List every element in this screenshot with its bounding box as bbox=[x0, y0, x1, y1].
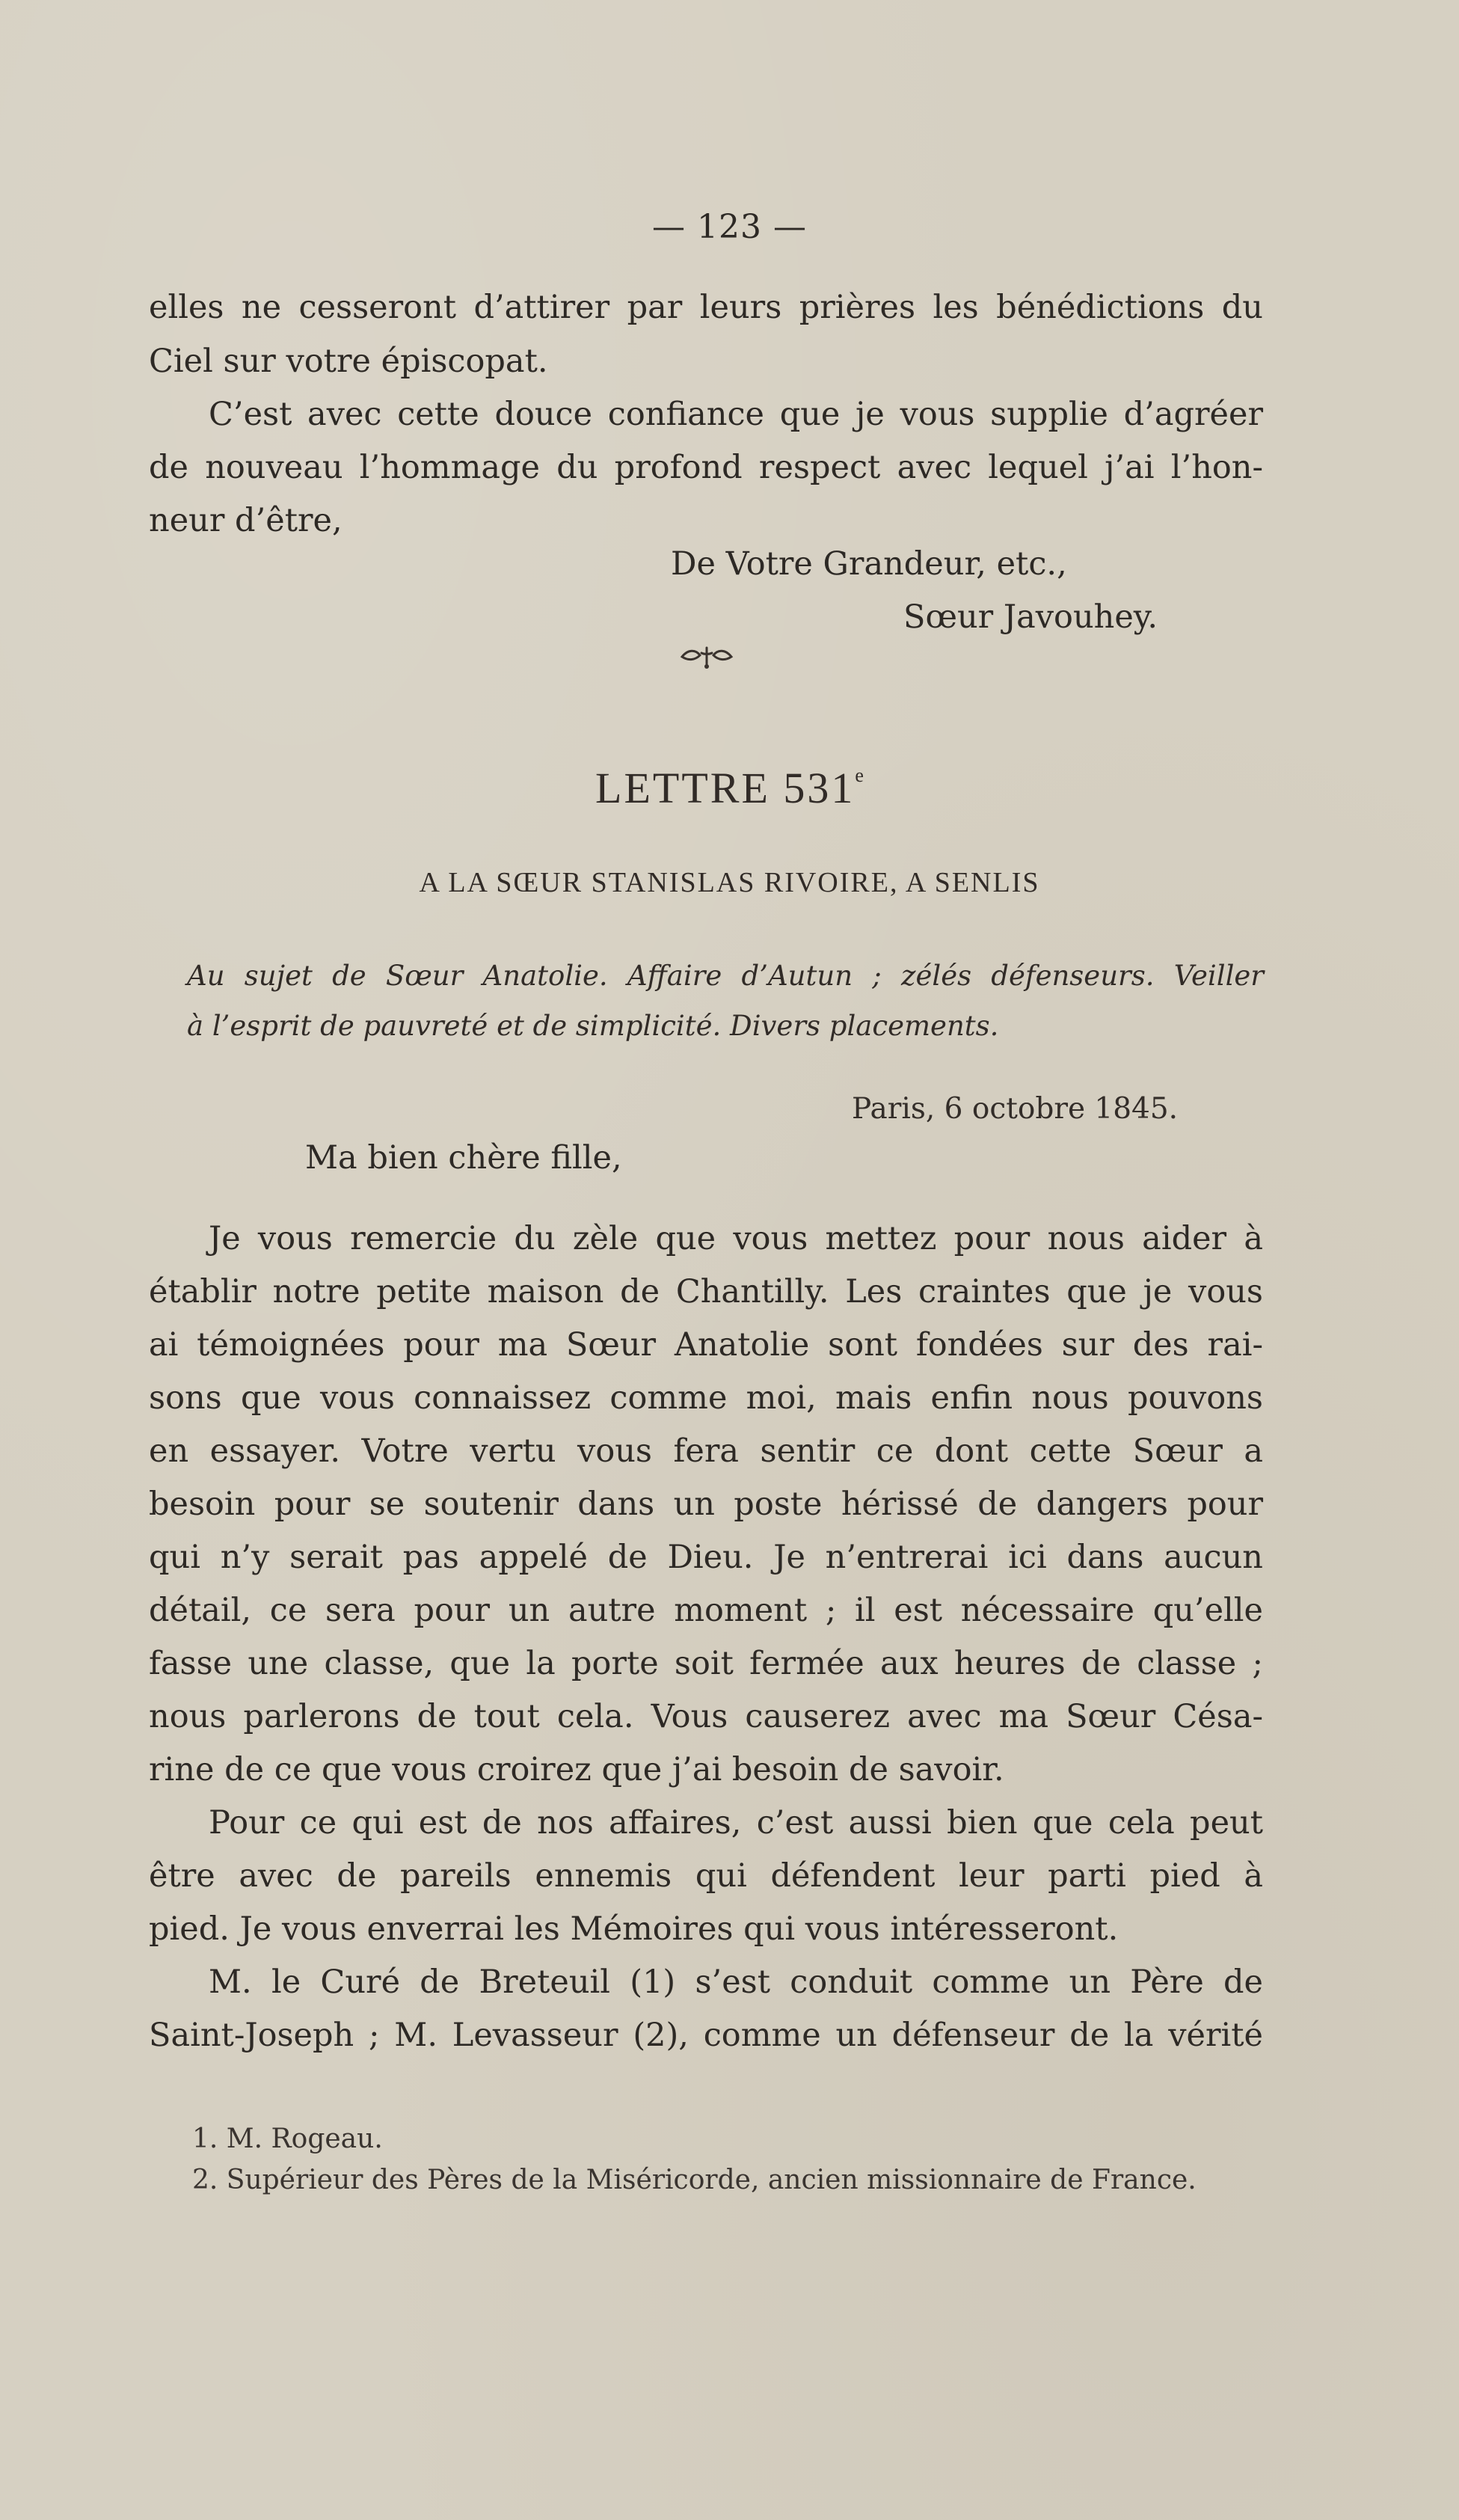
letter-salutation: Ma bien chère fille, bbox=[305, 1139, 622, 1177]
body-line: Pour ce qui est de nos affaires, c’est aussi bien que cela peut bbox=[209, 1804, 1263, 1842]
body-line: être avec de pareils ennemis qui défendent leur parti pied à bbox=[149, 1857, 1263, 1895]
letter-title-suffix: e bbox=[855, 764, 864, 786]
letter-title bbox=[0, 763, 1459, 813]
body-line: Je vous remercie du zèle que vous mettez pour nous aider à bbox=[209, 1220, 1263, 1257]
closing-paragraph-line: de nouveau l’hommage du profond respect avec lequel j’ai l’hon- bbox=[149, 449, 1263, 486]
body-line: besoin pour se soutenir dans un poste hérissé de dangers pour bbox=[149, 1486, 1263, 1523]
signoff-signature: Sœur Javouhey. bbox=[903, 598, 1158, 636]
letter-recipient: A LA SŒUR STANISLAS RIVOIRE, A SENLIS bbox=[419, 867, 1040, 898]
body-line: pied. Je vous enverrai les Mémoires qui vous intéresseront. bbox=[149, 1910, 1119, 1948]
body-line: qui n’y serait pas appelé de Dieu. Je n’entrerai ici dans aucun bbox=[149, 1539, 1263, 1576]
body-line: ai témoignées pour ma Sœur Anatolie sont fondées sur des rai- bbox=[149, 1326, 1263, 1364]
letter-summary-line: Au sujet de Sœur Anatolie. Affaire d’Autun ; zélés défenseurs. Veiller bbox=[187, 960, 1264, 992]
body-line: Saint-Joseph ; M. Levasseur (2), comme un défenseur de la vérité bbox=[149, 2017, 1263, 2054]
body-line: en essayer. Votre vertu vous fera sentir ce dont cette Sœur a bbox=[149, 1432, 1263, 1470]
body-line: fasse une classe, que la porte soit fermée aux heures de classe ; bbox=[149, 1645, 1263, 1682]
closing-paragraph-line: C’est avec cette douce confiance que je vous supplie d’agréer bbox=[209, 396, 1263, 433]
letter-dateline: Paris, 6 octobre 1845. bbox=[852, 1092, 1179, 1126]
opening-line: Ciel sur votre épiscopat. bbox=[149, 343, 548, 380]
body-line: établir notre petite maison de Chantilly. Les craintes que je vous bbox=[149, 1273, 1263, 1310]
signoff-greeting: De Votre Grandeur, etc., bbox=[671, 545, 1067, 583]
ornament-divider-icon bbox=[679, 643, 734, 670]
page-number: — 123 — bbox=[652, 208, 807, 246]
body-line: rine de ce que vous croirez que j’ai besoin de savoir. bbox=[149, 1751, 1004, 1788]
body-line: M. le Curé de Breteuil (1) s’est conduit comme un Père de bbox=[209, 1963, 1263, 2001]
body-line: détail, ce sera pour un autre moment ; il est nécessaire qu’elle bbox=[149, 1592, 1263, 1629]
footnote: 2. Supérieur des Pères de la Miséricorde, ancien missionnaire de France. bbox=[192, 2165, 1197, 2195]
letter-summary-line: à l’esprit de pauvreté et de simplicité. Divers placements. bbox=[187, 1010, 999, 1042]
opening-line: elles ne cesseront d’attirer par leurs prières les bénédictions du bbox=[149, 289, 1263, 326]
body-line: sons que vous connaissez comme moi, mais enfin nous pouvons bbox=[149, 1379, 1263, 1417]
body-line: nous parlerons de tout cela. Vous causerez avec ma Sœur Césa- bbox=[149, 1698, 1263, 1735]
closing-paragraph-line: neur d’être, bbox=[149, 502, 343, 539]
footnote: 1. M. Rogeau. bbox=[192, 2124, 383, 2154]
letter-title-text: LETTRE 531 bbox=[595, 764, 856, 812]
